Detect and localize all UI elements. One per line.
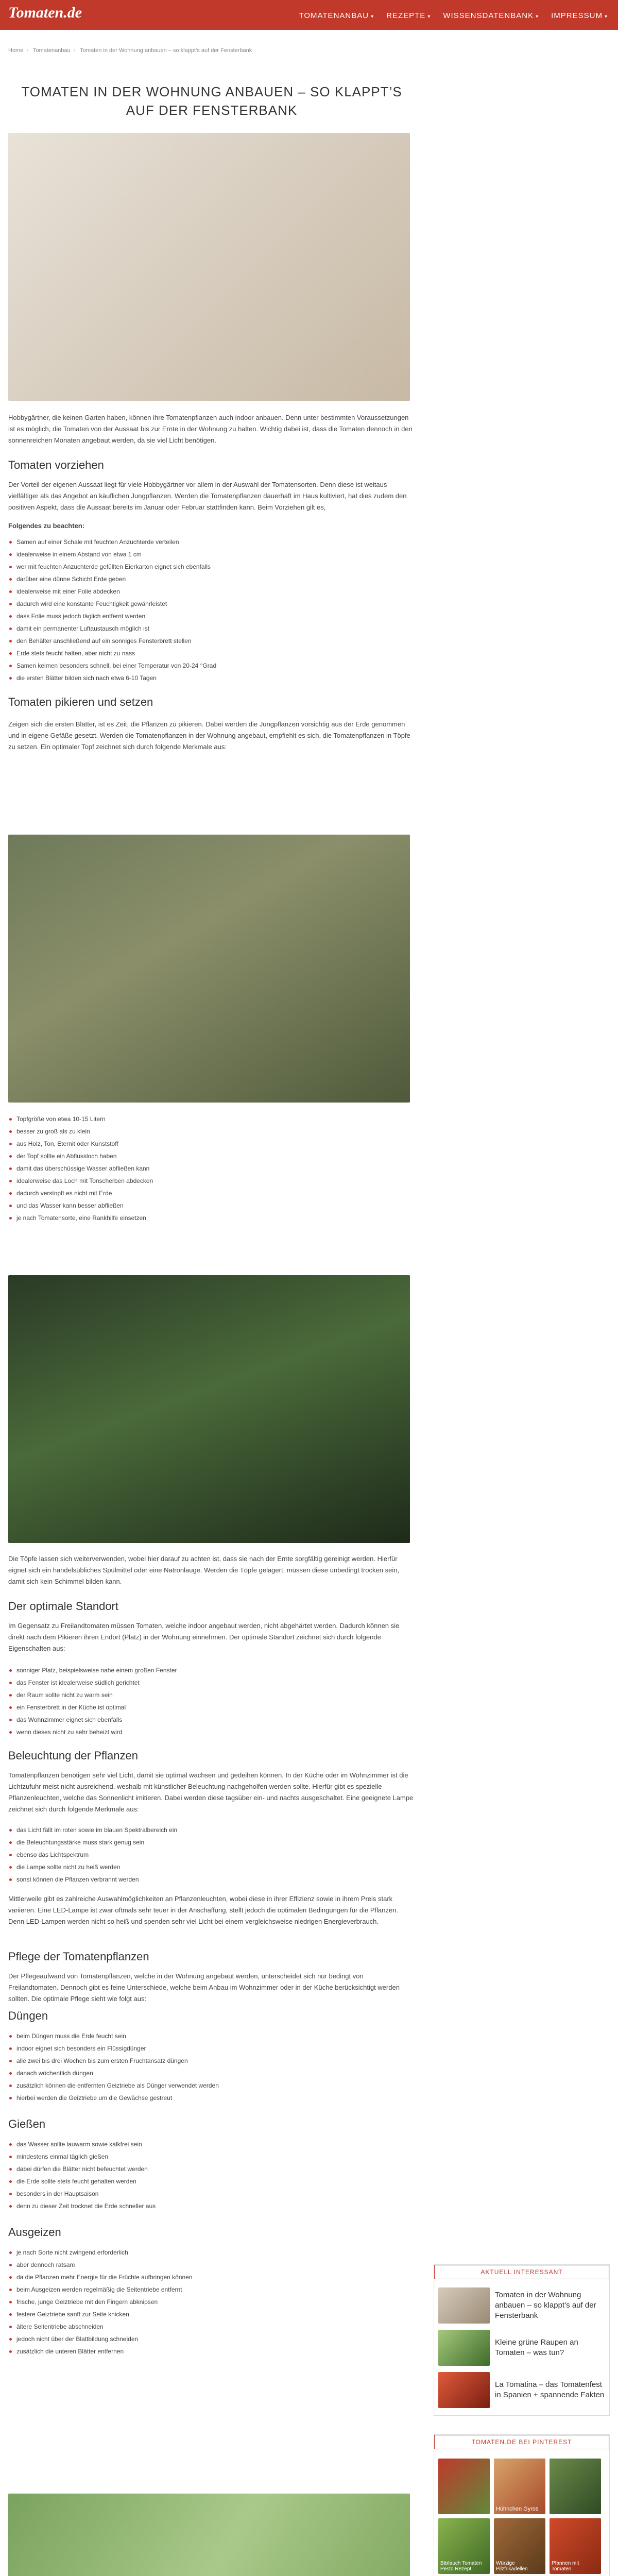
list-duengen xyxy=(8,2030,415,2104)
chevron-down-icon: ▾ xyxy=(536,14,539,20)
nav-item-tomatenanbau[interactable]: TOMATENANBAU ▾ xyxy=(299,11,374,20)
chevron-down-icon: ▾ xyxy=(427,14,431,20)
list-item: beim Düngen muss die Erde feucht sein xyxy=(8,2030,415,2042)
sidebar-item[interactable] xyxy=(434,2369,609,2411)
sidebar-interesting-title: AKTUELL INTERESSANT xyxy=(434,2265,609,2279)
sidebar-item[interactable] xyxy=(434,2327,609,2369)
list-item: das Wohnzimmer eignet sich ebenfalls xyxy=(8,1714,415,1726)
chevron-down-icon: ▾ xyxy=(604,14,608,20)
article-image-pots xyxy=(8,1275,410,1543)
list-item: die ersten Blätter bilden sich nach etwa 6-10 Tagen xyxy=(8,672,415,684)
text-vorziehen: Der Vorteil der eigenen Aussaat liegt für viele Hobbygärtner vor allem in der Auswahl der Tomatensorten. Denn diese ist weitaus vielfältiger als das Angebot an käuflichen Jungpflanzen. Werden die Tomatenpflanzen dauerhaft im Haus kultiviert, hat dies zudem den positiven Aspekt, dass die Aussaat bereits im Januar oder Februar stattfinden kann. Beim Vorziehen gilt es, xyxy=(8,481,407,511)
page-title: TOMATEN IN DER WOHNUNG ANBAUEN – SO KLAPPT’S AUF DER FENSTERBANK xyxy=(21,84,402,118)
site-header xyxy=(0,0,618,30)
list-item: indoor eignet sich besonders ein Flüssigdünger xyxy=(8,2042,415,2055)
pinterest-grid xyxy=(434,2454,609,2576)
list-item: festere Geiztriebe sanft zur Seite knicken xyxy=(8,2308,415,2320)
text-pikieren: Zeigen sich die ersten Blätter, ist es Zeit, die Pflanzen zu pikieren. Dabei werden die Jungpflanzen vorsichtig aus der Erde genommen und in eigene Gefäße gesetzt. Werden die Tomatenpflanzen in der Wohnung angebaut, empfiehlt es sich, die Tomatenpflanzen in Töpfe zu setzen. Ein optimaler Topf zeichnet sich durch folgende Merkmale aus: xyxy=(8,720,410,751)
list-title-vorziehen: Folgendes zu beachten: xyxy=(8,522,85,530)
heading-standort: Der optimale Standort xyxy=(8,1600,118,1613)
pinterest-pin[interactable]: Würzige Pilzfrikadellen xyxy=(494,2518,545,2574)
list-item: das Wasser sollte lauwarm sowie kalkfrei sein xyxy=(8,2138,415,2150)
list-item: Erde stets feucht halten, aber nicht zu nass xyxy=(8,647,415,659)
list-item: die Erde sollte stets feucht gehalten werden xyxy=(8,2175,415,2188)
sidebar-pinterest-title: TOMATEN.DE BEI PINTEREST xyxy=(434,2435,609,2449)
list-item: damit das überschüssige Wasser abfließen kann xyxy=(8,1162,415,1175)
main-nav xyxy=(299,11,608,20)
list-item: idealerweise in einem Abstand von etwa 1 cm xyxy=(8,548,415,561)
text-pikieren-after: Die Töpfe lassen sich weiterverwenden, wobei hier darauf zu achten ist, dass sie nach der Ernte sorgfältig gereinigt werden. Hierfür eignet sich ein handelsübliches Spülmittel oder eine Natronlauge. Werden die Töpfe gelagert, müssen diese unbedingt trocken sein, damit sich kein Schimmel bilden kann. xyxy=(8,1555,400,1585)
breadcrumb: Home › Tomatenanbau › Tomaten in der Wohnung anbauen – so klappt’s auf der Fensterbank xyxy=(8,47,252,54)
heading-pikieren: Tomaten pikieren und setzen xyxy=(8,696,153,708)
list-item: aber dennoch ratsam xyxy=(8,2259,415,2271)
list-item: zusätzlich die unteren Blätter entfernen xyxy=(8,2345,415,2358)
list-item: damit ein permanenter Luftaustausch möglich ist xyxy=(8,622,415,635)
list-item: ein Fensterbrett in der Küche ist optimal xyxy=(8,1701,415,1714)
nav-item-wissensdatenbank[interactable]: WISSENSDATENBANK ▾ xyxy=(443,11,539,20)
nav-item-impressum[interactable]: IMPRESSUM ▾ xyxy=(551,11,608,20)
list-item: beim Ausgeizen werden regelmäßig die Seitentriebe entfernt xyxy=(8,2283,415,2296)
heading-duengen: Düngen xyxy=(8,2009,48,2022)
list-giessen xyxy=(8,2138,415,2212)
list-item: sonniger Platz, beispielsweise nahe einem großen Fenster xyxy=(8,1664,415,1676)
list-item: jedoch nicht über der Blattbildung schneiden xyxy=(8,2333,415,2345)
list-item: alle zwei bis drei Wochen bis zum ersten Fruchtansatz düngen xyxy=(8,2055,415,2067)
list-item: dadurch wird eine konstante Feuchtigkeit gewährleistet xyxy=(8,598,415,610)
list-item: frische, junge Geiztriebe mit den Fingern abknipsen xyxy=(8,2296,415,2308)
sidebar-thumb xyxy=(438,2330,490,2366)
sidebar-thumb xyxy=(438,2287,490,2324)
list-item: wenn dieses nicht zu sehr beheizt wird xyxy=(8,1726,415,1738)
heading-ausgeizen: Ausgeizen xyxy=(8,2226,61,2239)
list-standort xyxy=(8,1664,415,1738)
breadcrumb-current: Tomaten in der Wohnung anbauen – so klappt’s auf der Fensterbank xyxy=(80,47,252,54)
list-item: darüber eine dünne Schicht Erde geben xyxy=(8,573,415,585)
text-standort: Im Gegensatz zu Freilandtomaten müssen Tomaten, welche indoor angebaut werden, nicht abgehärtet werden. Dadurch können sie direkt nach dem Pikieren ihren Endort (Platz) in der Wohnung einnehmen. Der optimale Standort zeichnet sich durch folgende Eigenschaften aus: xyxy=(8,1622,400,1652)
list-item: je nach Tomatensorte, eine Rankhilfe einsetzen xyxy=(8,1212,415,1224)
sidebar-thumb xyxy=(438,2372,490,2408)
article-image-tomato-stem xyxy=(8,2494,410,2576)
list-beleuchtung xyxy=(8,1824,415,1886)
list-item: idealerweise mit einer Folie abdecken xyxy=(8,585,415,598)
list-item: der Topf sollte ein Abflussloch haben xyxy=(8,1150,415,1162)
list-item: denn zu dieser Zeit trocknet die Erde schneller aus xyxy=(8,2200,415,2212)
pinterest-pin[interactable] xyxy=(550,2459,601,2514)
list-item: danach wöchentlich düngen xyxy=(8,2067,415,2079)
list-vorziehen xyxy=(8,536,415,684)
list-item: ältere Seitentriebe abschneiden xyxy=(8,2320,415,2333)
list-item: Samen keimen besonders schnell, bei einer Temperatur von 20-24 °Grad xyxy=(8,659,415,672)
list-item: die Beleuchtungsstärke muss stark genug sein xyxy=(8,1836,415,1849)
list-item: zusätzlich können die entfernten Geiztriebe als Dünger verwendet werden xyxy=(8,2079,415,2092)
list-item: je nach Sorte nicht zwingend erforderlich xyxy=(8,2246,415,2259)
text-pflege: Der Pflegeaufwand von Tomatenpflanzen, welche in der Wohnung angebaut werden, unterscheidet sich nur bedingt von Freilandtomaten. Dennoch gibt es feine Unterschiede, welche beim Anbau im Wohnzimmer oder in der Küche berücksichtigt werden sollten. Die optimale Pflege sieht wie folgt aus: xyxy=(8,1972,400,2003)
nav-item-rezepte[interactable]: REZEPTE ▾ xyxy=(386,11,431,20)
sidebar-item-label: Tomaten in der Wohnung anbauen – so klappt’s auf der Fensterbank xyxy=(495,2291,596,2320)
list-item: dabei dürfen die Blätter nicht befeuchtet werden xyxy=(8,2163,415,2175)
list-item: aus Holz, Ton, Eternit oder Kunststoff xyxy=(8,1138,415,1150)
list-item: idealerweise das Loch mit Tonscherben abdecken xyxy=(8,1175,415,1187)
list-item: hierbei werden die Geiztriebe um die Gewächse gestreut xyxy=(8,2092,415,2104)
list-pikieren xyxy=(8,1113,415,1224)
article-image-seedling-hand xyxy=(8,835,410,1103)
list-item: sonst können die Pflanzen verbrannt werden xyxy=(8,1873,415,1886)
article-intro: Hobbygärtner, die keinen Garten haben, können ihre Tomatenpflanzen auch indoor anbauen. Denn unter bestimmten Voraussetzungen ist es möglich, die Tomaten von der Aussaat bis zur Ernte in der Wohnung zu halten. Wichtig dabei ist, dass die Tomaten dennoch in den sonnenreichen Monaten angebaut werden, da sie viel Licht benötigen. xyxy=(8,414,413,444)
pinterest-pin[interactable]: Bärlauch Tomaten Pesto Rezept xyxy=(438,2518,490,2574)
list-item: besonders in der Hauptsaison xyxy=(8,2188,415,2200)
heading-pflege: Pflege der Tomatenpflanzen xyxy=(8,1950,149,1963)
heading-beleuchtung: Beleuchtung der Pflanzen xyxy=(8,1749,138,1762)
article-image-seedlings xyxy=(8,133,410,401)
list-item: Samen auf einer Schale mit feuchten Anzuchterde verteilen xyxy=(8,536,415,548)
list-item: das Licht fällt im roten sowie im blauen Spektralbereich ein xyxy=(8,1824,415,1836)
sidebar-item[interactable] xyxy=(434,2284,609,2327)
sidebar-pinterest xyxy=(434,2434,610,2576)
text-beleuchtung-after: Mittlerweile gibt es zahlreiche Auswahlmöglichkeiten an Pflanzenleuchten, wobei diese in ihrer Effizienz sowie in ihrem Preis stark variieren. Eine LED-Lampe ist zwar oftmals sehr teuer in der Anschaffung, stellt jedoch die optimalen Bedingungen für die Pflanzen. Denn LED-Lampen werden nicht so heiß und spenden sehr viel Licht bei einem vergleichsweise niedrigen Energieverbrauch. xyxy=(8,1895,399,1925)
breadcrumb-home[interactable]: Home xyxy=(8,47,24,54)
sidebar-item-label: Kleine grüne Raupen an Tomaten – was tun? xyxy=(495,2338,578,2357)
breadcrumb-tomatenanbau[interactable]: Tomatenanbau xyxy=(32,47,71,54)
text-beleuchtung: Tomatenpflanzen benötigen sehr viel Licht, damit sie optimal wachsen und gedeihen können. In der Küche oder im Wohnzimmer ist die Lichtzufuhr meist nicht ausreichend, weshalb mit künstlicher Beleuchtung nachgeholfen werden sollte. Hierfür gibt es spezielle Pflanzenleuchten, welche das Sonnenlicht imitieren. Dabei werden diese tagsüber ein- und nachts ausgeschaltet. Eine geeignete Lampe zeichnet sich durch folgende Merkmale aus: xyxy=(8,1771,414,1813)
list-item: das Fenster ist idealerweise südlich gerichtet xyxy=(8,1676,415,1689)
sidebar-item-label: La Tomatina – das Tomatenfest in Spanien + spannende Fakten xyxy=(495,2380,605,2399)
list-item: dadurch verstopft es nicht mit Erde xyxy=(8,1187,415,1199)
heading-giessen: Gießen xyxy=(8,2117,46,2130)
list-item: dass Folie muss jedoch täglich entfernt werden xyxy=(8,610,415,622)
list-item: wer mit feuchten Anzuchterde gefüllten Eierkarton eignet sich ebenfalls xyxy=(8,561,415,573)
list-item: der Raum sollte nicht zu warm sein xyxy=(8,1689,415,1701)
list-item: die Lampe sollte nicht zu heiß werden xyxy=(8,1861,415,1873)
list-item: und das Wasser kann besser abfließen xyxy=(8,1199,415,1212)
pinterest-pin[interactable]: Hühnchen Gyros xyxy=(494,2459,545,2514)
list-item: besser zu groß als zu klein xyxy=(8,1125,415,1138)
list-ausgeizen xyxy=(8,2246,415,2358)
list-item: mindestens einmal täglich gießen xyxy=(8,2150,415,2163)
list-item: den Behälter anschließend auf ein sonniges Fensterbrett stellen xyxy=(8,635,415,647)
list-item: Topfgröße von etwa 10-15 Litern xyxy=(8,1113,415,1125)
list-item: ebenso das Lichtspektrum xyxy=(8,1849,415,1861)
heading-vorziehen: Tomaten vorziehen xyxy=(8,459,104,471)
pinterest-pin[interactable]: Pfannen mit Tomaten xyxy=(550,2518,601,2574)
pinterest-pin[interactable] xyxy=(438,2459,490,2514)
list-item: da die Pflanzen mehr Energie für die Früchte aufbringen können xyxy=(8,2271,415,2283)
sidebar-interesting xyxy=(434,2264,610,2416)
site-logo[interactable]: Tomaten.de xyxy=(8,4,82,21)
chevron-down-icon: ▾ xyxy=(371,14,374,20)
